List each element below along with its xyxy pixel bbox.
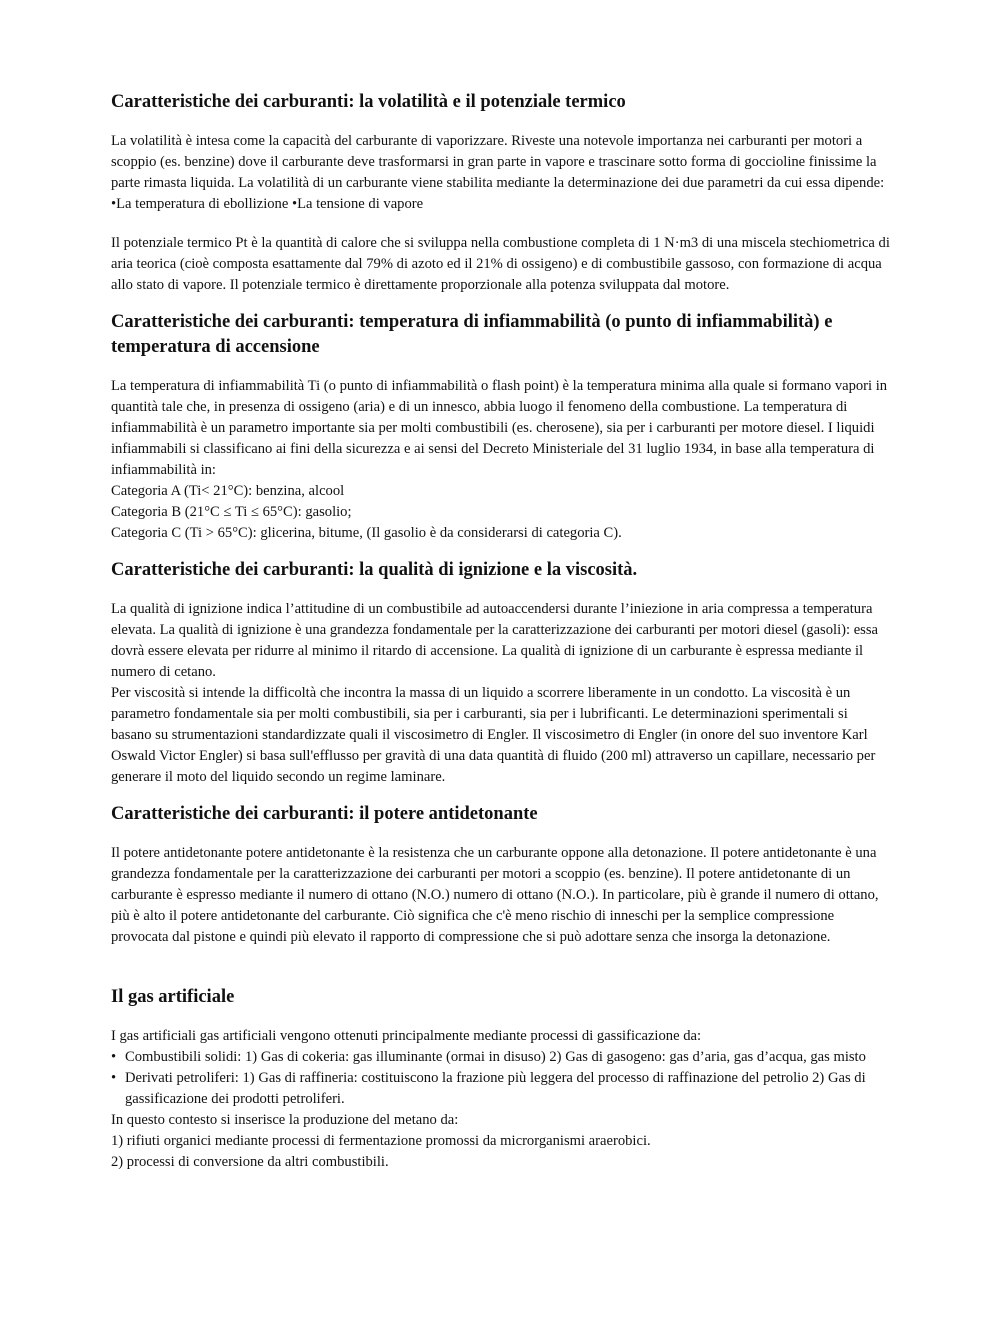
category-c-line: Categoria C (Ti > 65°C): glicerina, bitume, (Il gasolio è da considerarsi di categoria C). xyxy=(111,525,622,541)
paragraph-volatility: La volatilità è intesa come la capacità del carburante di vaporizzare. Riveste una notevole importanza nei carburanti per motori a scoppio (es. benzine) dove il carburante deve trasformarsi in gran parte in vapore e trascinare sotto forma di goccioline finissime la parte rimasta liquida. La volatilità di un carburante viene stabilita mediante la determinazione dei due parametri da cui essa dipende: •La temperatura di ebollizione •La tensione di vapore xyxy=(111,133,885,212)
paragraph-viscosity: Per viscosità si intende la difficoltà che incontra la massa di un liquido a scorrere liberamente in un condotto. La viscosità è un parametro fondamentale sia per molti combustibili, sia per i carburanti, sia per i lubrificanti. Le determinazioni sperimentali si basano su strumentazioni standardizzate quali il viscosimetro di Engler. Il viscosimetro di Engler (in onore del suo inventore Karl Oswald Victor Engler) si basa sull'efflusso per gravità di una data quantità di fluido (200 ml) attraverso un capillare, necessario per generare il moto del liquido secondo un regime laminare. xyxy=(111,685,876,785)
paragraph-ignition-quality: La qualità di ignizione indica l’attitudine di un combustibile ad autoaccendersi durante l’iniezione in aria compressa a temperatura elevata. La qualità di ignizione è una grandezza fondamentale per la caratterizzazione dei carburanti per motori diesel (gasoli): essa dovrà essere elevata per ridurre al minimo il ritardo di accensione. La qualità di ignizione di un carburante è espressa mediante il numero di cetano. xyxy=(111,601,879,680)
methane-item-2: 2) processi di conversione da altri combustibili. xyxy=(111,1154,389,1170)
methane-context-line: In questo contesto si inserisce la produzione del metano da: xyxy=(111,1112,459,1128)
section-heading-antiknock: Caratteristiche dei carburanti: il potere antidetonante xyxy=(111,804,538,824)
section-heading-ignition-viscosity: Caratteristiche dei carburanti: la qualità di ignizione e la viscosità. xyxy=(111,560,638,580)
document-page xyxy=(111,90,891,1173)
list-item-text: Derivati petroliferi: 1) Gas di raffineria: costituiscono la frazione più leggera del processo di raffinazione del petrolio 2) Gas di gassificazione dei prodotti petroliferi. xyxy=(125,1070,866,1107)
section-heading-volatility: Caratteristiche dei carburanti: la volatilità e il potenziale termico xyxy=(111,92,626,112)
paragraph-antiknock: Il potere antidetonante potere antidetonante è la resistenza che un carburante oppone alla detonazione. Il potere antidetonante è una grandezza fondamentale per la caratterizzazione dei carburanti per motori a scoppio (es. benzine). Il potere antidetonante di un carburante è espresso mediante il numero di ottano (N.O.) numero di ottano (N.O.). In particolare, più è grande il numero di ottano, più è alto il potere antidetonante del carburante. Ciò significa che c'è meno rischio di inneschi per la semplice compressione provocata dal pistone e quindi più elevato il rapporto di compressione che si può adottare senza che insorga la detonazione. xyxy=(111,845,879,945)
category-b-line: Categoria B (21°C ≤ Ti ≤ 65°C): gasolio; xyxy=(111,504,352,520)
list-item xyxy=(111,1068,891,1110)
paragraph-artificial-gas-intro: I gas artificiali gas artificiali vengono ottenuti principalmente mediante processi di gassificazione da: xyxy=(111,1028,702,1044)
bullet-icon: • xyxy=(111,1070,117,1086)
methane-item-1: 1) rifiuti organici mediante processi di fermentazione promossi da microrganismi araerobici. xyxy=(111,1133,651,1149)
bullet-icon: • xyxy=(111,1049,117,1065)
paragraph-flash-point: La temperatura di infiammabilità Ti (o punto di infiammabilità o flash point) è la temperatura minima alla quale si formano vapori in quantità tale che, in presenza di ossigeno (aria) e di un innesco, abbia luogo il fenomeno della combustione. La temperatura di infiammabilità è un parametro importante sia per molti combustibili (es. cherosene), sia per i carburanti per motore diesel. I liquidi infiammabili si classificano ai fini della sicurezza e ai sensi del Decreto Ministeriale del 31 luglio 1934, in base alla temperatura di infiammabilità in: xyxy=(111,378,888,478)
section-heading-flash-point: Caratteristiche dei carburanti: temperatura di infiammabilità (o punto di infiammabilità) e temperatura di accensione xyxy=(111,312,833,357)
section-heading-artificial-gas: Il gas artificiale xyxy=(111,987,235,1007)
category-a-line: Categoria A (Ti< 21°C): benzina, alcool xyxy=(111,483,345,499)
paragraph-thermal-potential: Il potenziale termico Pt è la quantità di calore che si sviluppa nella combustione completa di 1 N·m3 di una miscela stechiometrica di aria teorica (cioè composta esattamente dal 79% di azoto ed il 21% di ossigeno) e di combustibile gassoso, con formazione di acqua allo stato di vapore. Il potenziale termico è direttamente proporzionale alla potenza sviluppata dal motore. xyxy=(111,235,890,293)
list-item-text: Combustibili solidi: 1) Gas di cokeria: gas illuminante (ormai in disuso) 2) Gas di gasogeno: gas d’aria, gas d’acqua, gas misto xyxy=(125,1049,866,1065)
list-item xyxy=(111,1047,891,1068)
gas-sources-list xyxy=(111,1047,891,1110)
